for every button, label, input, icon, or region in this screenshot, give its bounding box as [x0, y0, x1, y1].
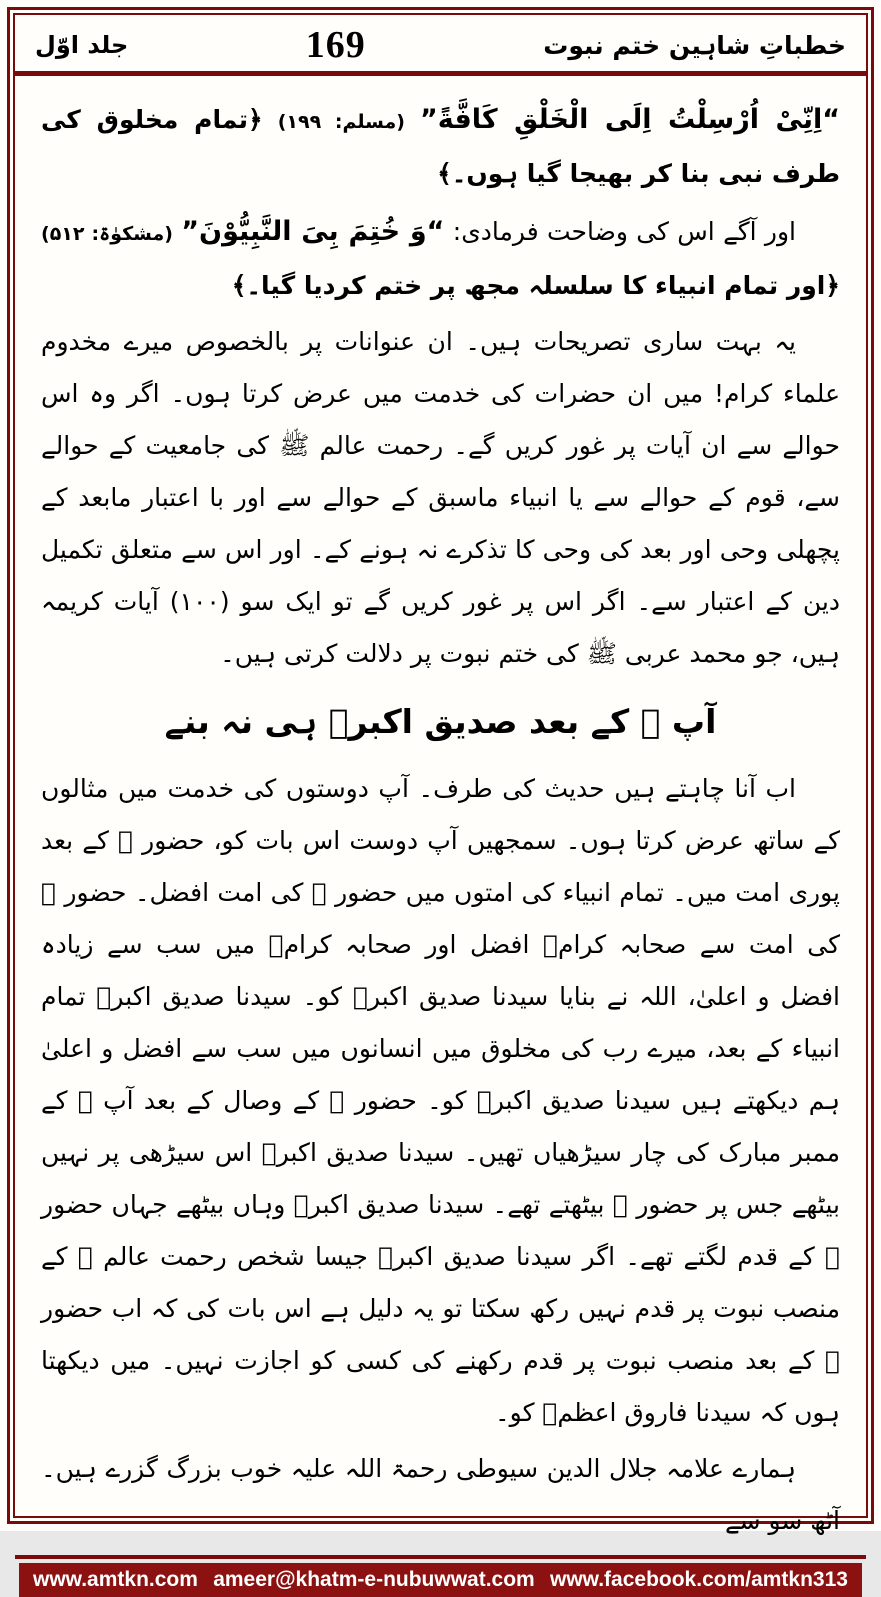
page-number: 169: [305, 24, 366, 66]
paragraph-2: اب آنا چاہتے ہیں حدیث کی طرف۔ آپ دوستوں کی خدمت میں مثالوں کے ساتھ عرض کرتا ہوں۔ سمجھیں آپ دوست اس بات کو، حضور ﷺ کے بعد پوری امت میں۔ تمام انبیاء کی امتوں میں حضور ﷺ کی امت افضل۔ حضور ﷺ کی امت سے صحابہ کرامؓ افضل اور صحابہ کرامؓ میں سب سے زیادہ افضل و اعلیٰ، اللہ نے بنایا سیدنا صدیق اکبرؓ کو۔ سیدنا صدیق اکبرؓ تمام انبیاء کے بعد، میرے رب کی مخلوق میں انسانوں میں سب سے افضل و اعلیٰ ہم دیکھتے ہیں سیدنا صدیق اکبرؓ کو۔ حضور ﷺ کے وصال کے بعد آپ ﷺ کے ممبر مبارک کی چار سیڑھیاں تھیں۔ سیدنا صدیق اکبرؓ اس سیڑھی پر نہیں بیٹھے جس پر حضور ﷺ بیٹھتے تھے۔ سیدنا صدیق اکبرؓ وہاں بیٹھے جہاں حضور ﷺ کے قدم لگتے تھے۔ اگر سیدنا صدیق اکبرؓ جیسا شخص رحمت عالم ﷺ کے منصب نبوت پر قدم نہیں رکھ سکتا تو یہ دلیل ہے اس بات کی کہ اب حضور ﷺ کے بعد منصب نبوت پر قدم رکھنے کی کسی کو اجازت نہیں۔ میں دیکھتا ہوں کہ سیدنا فاروق اعظمؓ کو۔: [41, 774, 840, 1428]
arabic-quote-2: [41, 204, 840, 312]
page-header: [15, 15, 866, 71]
quote2-reference: (مشکوٰۃ: ۵۱۲): [41, 223, 173, 246]
section-heading: آپ ﷺ کے بعد صدیق اکبرؓ ہی نہ بنے: [164, 702, 717, 742]
inner-red-frame: [13, 13, 868, 1592]
quote1-translation: ﴿تمام مخلوق کی طرف نبی بنا کر بھیجا گیا ہوں۔﴾: [41, 105, 840, 189]
page-body: [15, 76, 866, 1551]
quote1-reference: (مسلم: ۱۹۹): [277, 111, 405, 133]
footer-facebook: www.facebook.com/amtkn313: [549, 1568, 848, 1592]
quote2-arabic-text: “وَ خُتِمَ بِیَ النَّبِیُّوْنَ”: [181, 216, 445, 248]
footer-website: www.amtkn.com: [33, 1568, 198, 1592]
paragraph-1: یہ بہت ساری تصریحات ہیں۔ ان عنوانات پر بالخصوص میرے مخدوم علماء کرام! میں ان حضرات کی خدمت میں عرض کرتا ہوں۔ اگر وہ اس حوالے سے ان آیات پر غور کریں گے۔ رحمت عالم ﷺ کی جامعیت کے حوالے سے، قوم کے حوالے سے یا انبیاء ماسبق کے حوالے سے اور با اعتبار مابعد کے پچھلی وحی اور بعد کی وحی کا تذکرے نہ ہونے کے۔ اور اس سے متعلق تکمیل دین کے اعتبار سے۔ اگر اس پر غور کریں گے تو ایک سو (۱۰۰) آیات کریمہ ہیں، جو محمد عربی ﷺ کی ختم نبوت پر دلالت کرتی ہیں۔: [41, 327, 840, 669]
footer-divider: [15, 1555, 866, 1559]
outer-red-frame: [7, 7, 874, 1592]
arabic-quote-1: [41, 92, 840, 200]
volume-label: جلد اوّل: [35, 31, 129, 59]
quote2-intro: اور آگے اس کی وضاحت فرمادی:: [452, 217, 796, 247]
footer-bar: [19, 1563, 862, 1597]
book-title: خطباتِ شاہین ختم نبوت: [543, 30, 846, 60]
quote1-arabic-text: “اِنِّیْ اُرْسِلْتُ اِلَی الْخَلْقِ کَافَّةً”: [420, 104, 840, 135]
footer-email: ameer@khatm-e-nubuwwat.com: [213, 1568, 535, 1592]
paragraph-3: ہمارے علامہ جلال الدین سیوطی رحمۃ اللہ علیہ خوب بزرگ گزرے ہیں۔ آٹھ سو سے: [41, 1454, 840, 1536]
quote2-translation: ﴿اور تمام انبیاء کا سلسلہ مجھ پر ختم کردیا گیا۔﴾: [231, 271, 840, 301]
